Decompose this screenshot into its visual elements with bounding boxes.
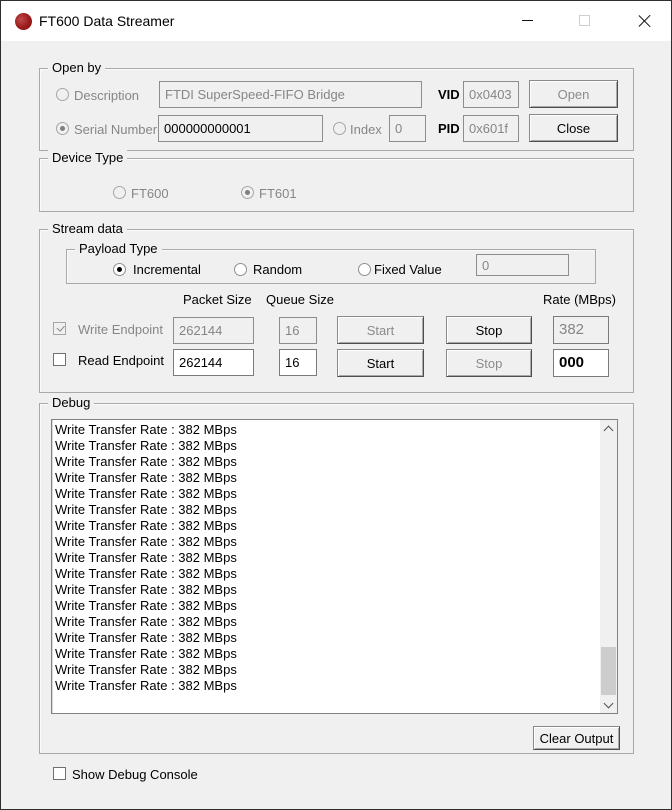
app-icon <box>15 13 32 30</box>
write-endpoint-checkbox[interactable] <box>53 322 66 335</box>
debug-log-line: Write Transfer Rate : 382 MBps <box>55 662 237 677</box>
debug-log-line: Write Transfer Rate : 382 MBps <box>55 566 237 581</box>
debug-log-line: Write Transfer Rate : 382 MBps <box>55 518 237 533</box>
scrollbar-thumb[interactable] <box>601 647 616 695</box>
ft600-radio[interactable] <box>113 186 126 199</box>
stream-data-title: Stream data <box>48 221 127 236</box>
serial-number-field[interactable]: 000000000001 <box>158 115 323 142</box>
read-endpoint-label: Read Endpoint <box>78 353 165 368</box>
device-type-title: Device Type <box>48 150 127 165</box>
index-field[interactable]: 0 <box>389 115 426 142</box>
read-packet-size-field[interactable]: 262144 <box>173 349 254 376</box>
vid-label: VID <box>438 87 460 102</box>
debug-log-lines <box>55 422 237 694</box>
random-label: Random <box>253 262 303 277</box>
minimize-icon <box>522 20 533 22</box>
serial-number-radio[interactable] <box>56 122 69 135</box>
open-by-title: Open by <box>48 60 105 75</box>
packet-size-header: Packet Size <box>183 292 252 307</box>
fixed-value-radio[interactable] <box>358 263 371 276</box>
debug-title: Debug <box>48 395 94 410</box>
debug-log-line: Write Transfer Rate : 382 MBps <box>55 646 237 661</box>
debug-log-line: Write Transfer Rate : 382 MBps <box>55 678 237 693</box>
descriptor-radio[interactable] <box>56 88 69 101</box>
descriptor-field[interactable]: FTDI SuperSpeed-FIFO Bridge <box>159 81 422 108</box>
debug-scrollbar[interactable] <box>600 420 617 713</box>
rate-header: Rate (MBps) <box>543 292 616 307</box>
device-type-group <box>39 150 634 212</box>
window-title: FT600 Data Streamer <box>39 13 175 29</box>
index-label: Index <box>350 122 382 137</box>
read-endpoint-checkbox[interactable] <box>53 353 66 366</box>
vid-field[interactable]: 0x0403 <box>463 81 519 108</box>
show-debug-console-label: Show Debug Console <box>72 767 198 782</box>
index-radio[interactable] <box>333 122 346 135</box>
pid-label: PID <box>438 121 460 136</box>
debug-log-line: Write Transfer Rate : 382 MBps <box>55 582 237 597</box>
chevron-up-icon <box>604 425 614 435</box>
show-debug-console-checkbox[interactable] <box>53 767 66 780</box>
scroll-up-button[interactable] <box>600 420 617 437</box>
write-queue-size-field[interactable]: 16 <box>279 317 317 344</box>
maximize-icon <box>579 15 590 26</box>
title-bar <box>1 1 671 41</box>
incremental-label: Incremental <box>133 262 201 277</box>
debug-log-line: Write Transfer Rate : 382 MBps <box>55 550 237 565</box>
write-stop-button[interactable]: Stop <box>446 316 532 344</box>
debug-log-line: Write Transfer Rate : 382 MBps <box>55 438 237 453</box>
debug-log-line: Write Transfer Rate : 382 MBps <box>55 422 237 437</box>
random-radio[interactable] <box>234 263 247 276</box>
write-rate-field: 382 <box>553 316 609 344</box>
serial-number-label: Serial Number <box>74 122 157 137</box>
read-start-button[interactable]: Start <box>337 349 424 377</box>
scroll-down-button[interactable] <box>600 696 617 713</box>
debug-log-list[interactable] <box>51 419 618 714</box>
payload-type-title: Payload Type <box>75 241 162 256</box>
fixed-value-label: Fixed Value <box>374 262 442 277</box>
debug-log-line: Write Transfer Rate : 382 MBps <box>55 470 237 485</box>
ft600-label: FT600 <box>131 186 169 201</box>
open-button[interactable]: Open <box>529 80 618 108</box>
read-queue-size-field[interactable]: 16 <box>279 349 317 376</box>
maximize-button[interactable] <box>561 1 607 40</box>
fixed-value-field[interactable]: 0 <box>476 254 569 276</box>
minimize-button[interactable] <box>504 1 550 40</box>
clear-output-button[interactable]: Clear Output <box>533 726 620 750</box>
debug-log-line: Write Transfer Rate : 382 MBps <box>55 598 237 613</box>
read-stop-button[interactable]: Stop <box>446 349 532 377</box>
incremental-radio[interactable] <box>113 263 126 276</box>
debug-log-line: Write Transfer Rate : 382 MBps <box>55 534 237 549</box>
write-packet-size-field[interactable]: 262144 <box>173 317 254 344</box>
pid-field[interactable]: 0x601f <box>463 115 519 142</box>
debug-log-line: Write Transfer Rate : 382 MBps <box>55 486 237 501</box>
write-endpoint-label: Write Endpoint <box>78 322 164 337</box>
close-button[interactable]: Close <box>529 114 618 142</box>
debug-log-line: Write Transfer Rate : 382 MBps <box>55 630 237 645</box>
close-icon <box>638 14 651 27</box>
chevron-down-icon <box>604 698 614 708</box>
close-window-button[interactable] <box>621 1 667 40</box>
queue-size-header: Queue Size <box>266 292 334 307</box>
debug-log-line: Write Transfer Rate : 382 MBps <box>55 614 237 629</box>
debug-log-line: Write Transfer Rate : 382 MBps <box>55 454 237 469</box>
write-start-button[interactable]: Start <box>337 316 424 344</box>
read-rate-field: 000 <box>553 349 609 377</box>
debug-log-line: Write Transfer Rate : 382 MBps <box>55 502 237 517</box>
descriptor-label: Description <box>74 88 140 103</box>
ft601-label: FT601 <box>259 186 297 201</box>
ft601-radio[interactable] <box>241 186 254 199</box>
